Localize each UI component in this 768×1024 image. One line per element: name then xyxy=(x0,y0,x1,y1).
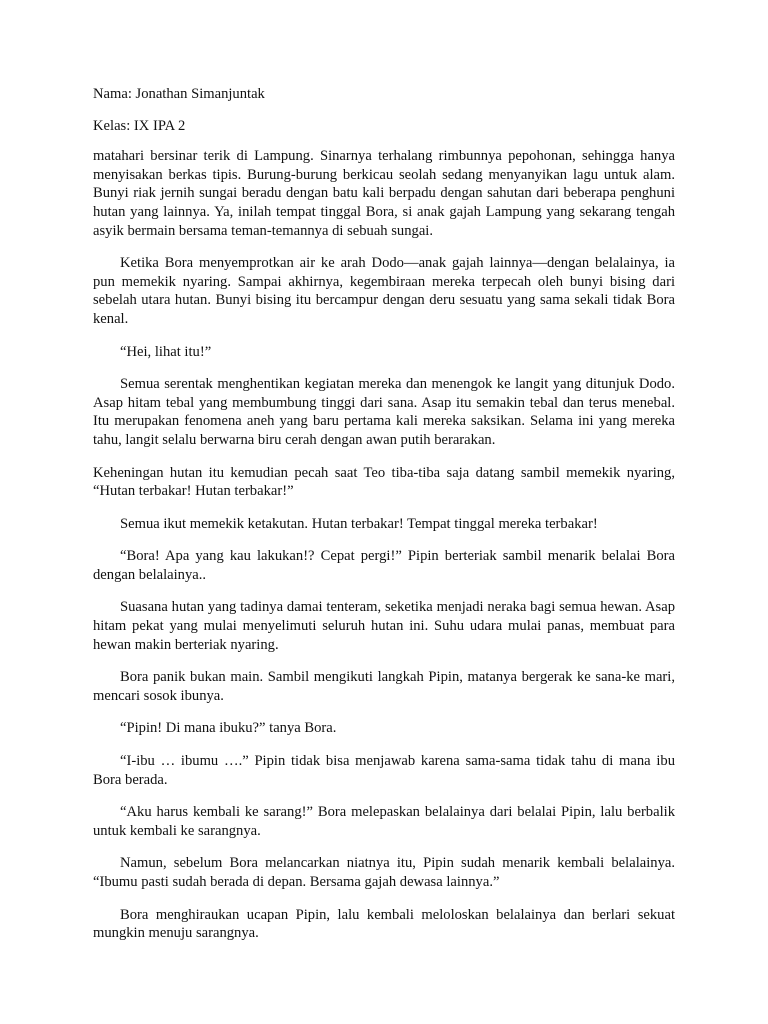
story-paragraph: Semua ikut memekik ketakutan. Hutan terbakar! Tempat tinggal mereka terbakar! xyxy=(120,515,598,532)
student-name: Nama: Jonathan Simanjuntak xyxy=(93,86,265,102)
story-paragraph: matahari bersinar terik di Lampung. Sinarnya terhalang rimbunnya pepohonan, sehingga hanya menyisakan berkas tipis. Burung-burung berkicau seolah sedang menyanyikan lagu untuk alam. Bunyi riak jernih sungai beradu dengan batu kali berpadu dengan sahutan dari beberapa penghuni hutan yang lainnya. Ya, inilah tempat tinggal Bora, si anak gajah Lampung yang sekarang tengah asyik bermain bersama teman-temannya di sebuah sungai. xyxy=(93,148,675,239)
story-paragraph: Bora menghiraukan ucapan Pipin, lalu kembali meloloskan belalainya dan berlari sekuat mungkin menuju sarangnya. xyxy=(93,906,675,942)
student-class: Kelas: IX IPA 2 xyxy=(93,117,186,134)
story-paragraph: Suasana hutan yang tadinya damai tenteram, seketika menjadi neraka bagi semua hewan. Asap hitam pekat yang mulai menyelimuti seluruh hutan ini. Suhu udara mulai panas, membuat para hewan makin berteriak nyaring. xyxy=(93,599,675,653)
story-paragraph: “I-ibu … ibumu ….” Pipin tidak bisa menjawab karena sama-sama tidak tahu di mana ibu Bora berada. xyxy=(93,753,675,788)
story-paragraph: Bora panik bukan main. Sambil mengikuti langkah Pipin, matanya bergerak ke sana-ke mari, mencari sosok ibunya. xyxy=(93,669,675,704)
story-paragraph: Keheningan hutan itu kemudian pecah saat Teo tiba-tiba saja datang sambil memekik nyaring, “Hutan terbakar! Hutan terbakar!” xyxy=(93,464,675,500)
story-paragraph: Namun, sebelum Bora melancarkan niatnya itu, Pipin sudah menarik kembali belalainya. “Ibumu pasti sudah berada di depan. Bersama gajah dewasa lainnya.” xyxy=(93,855,675,890)
story-paragraph: “Bora! Apa yang kau lakukan!? Cepat pergi!” Pipin berteriak sambil menarik belalai Bora dengan belalainya.. xyxy=(93,548,675,583)
document-page xyxy=(93,85,675,957)
story-paragraph: “Aku harus kembali ke sarang!” Bora melepaskan belalainya dari belalai Pipin, lalu berbalik untuk kembali ke sarangnya. xyxy=(93,804,675,839)
story-paragraph: “Pipin! Di mana ibuku?” tanya Bora. xyxy=(120,720,337,737)
story-paragraph: Semua serentak menghentikan kegiatan mereka dan menengok ke langit yang ditunjuk Dodo. Asap hitam tebal yang membumbung tinggi dari sana. Asap itu semakin tebal dan terus menebal. Itu merupakan fenomena aneh yang baru pertama kali mereka saksikan. Selama ini yang mereka tahu, langit selalu berwarna biru cerah dengan awan putih berarakan. xyxy=(93,376,675,448)
story-paragraph: Ketika Bora menyemprotkan air ke arah Dodo—anak gajah lainnya—dengan belalainya, ia pun memekik nyaring. Sampai akhirnya, kegembiraan mereka terpecah oleh bunyi bising dari sebelah utara hutan. Bunyi bising itu bercampur dengan deru sesuatu yang sama sekali tidak Bora kenal. xyxy=(93,255,675,327)
story-paragraph: “Hei, lihat itu!” xyxy=(120,343,212,360)
